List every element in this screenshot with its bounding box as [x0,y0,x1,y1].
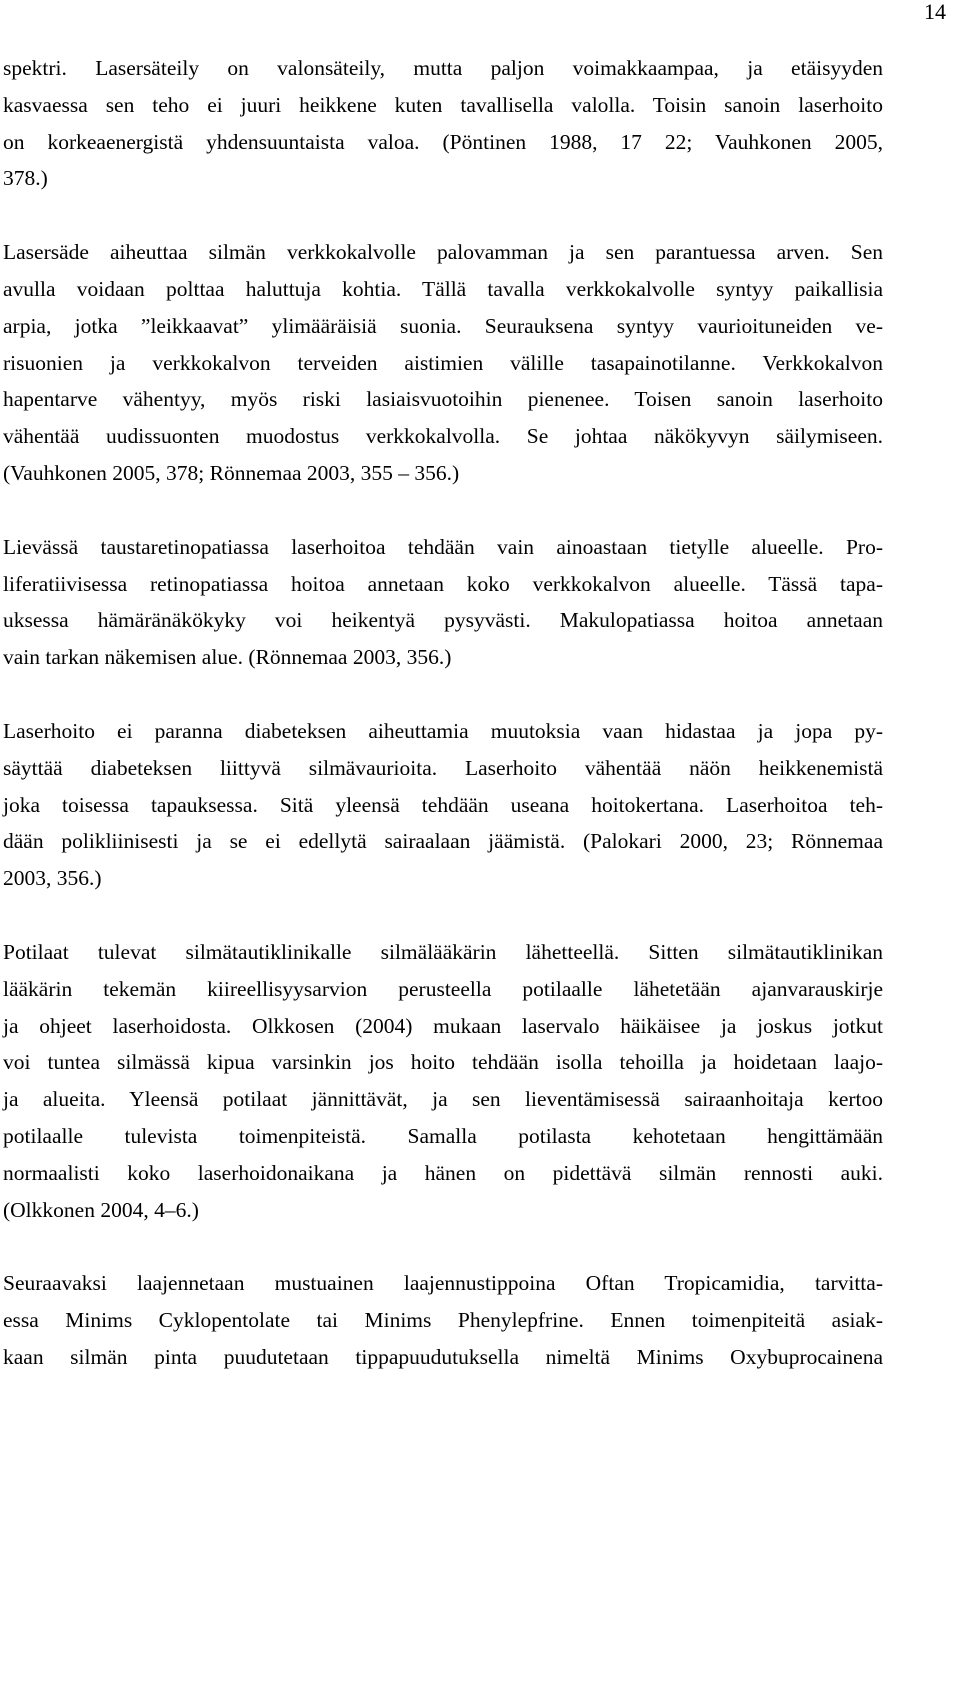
text-line: Lievässä taustaretinopatiassa laserhoitoa tehdään vain ainoastaan tietylle alueelle. Pro- [3,534,883,559]
text-line: kasvaessa sen teho ei juuri heikkene kuten tavallisella valolla. Toisin sanoin laserhoito [3,92,883,117]
text-line: lääkärin tekemän kiireellisyysarvion perusteella potilaalle lähetetään ajanvarauskirje [3,976,883,1001]
text-line: hapentarve vähentyy, myös riski lasiaisvuotoihin pienenee. Toisen sanoin laserhoito [3,387,883,412]
text-line: 2003, 356.) [3,866,102,891]
text-line: vain tarkan näkemisen alue. (Rönnemaa 2003, 356.) [3,645,452,670]
paragraph-treatment-effect [3,713,883,897]
text-line: essa Minims Cyklopentolate tai Minims Phenylepfrine. Ennen toimenpiteitä asiak- [3,1308,883,1333]
paragraph-patient-referral [3,934,883,1228]
text-line: joka toisessa tapauksessa. Sitä yleensä tehdään useana hoitokertana. Laserhoitoa teh- [3,792,883,817]
paragraph-laser-light [3,50,883,197]
text-line: spektri. Lasersäteily on valonsäteily, mutta paljon voimakkaampaa, ja etäisyyden [3,56,883,80]
document-body [3,50,883,1413]
text-line: dään polikliinisesti ja se ei edellytä sairaalaan jäämistä. (Palokari 2000, 23; Rönnemaa [3,829,883,854]
page-number: 14 [924,0,946,24]
paragraph-retinopathy [3,529,883,676]
text-line: vähentää uudissuonten muodostus verkkokalvolla. Se johtaa näkökyvyn säilymiseen. [3,424,883,449]
paragraph-pupil-dilation [3,1265,883,1375]
text-line: Lasersäde aiheuttaa silmän verkkokalvolle palovamman ja sen parantuessa arven. Sen [3,240,883,265]
text-line: Laserhoito ei paranna diabeteksen aiheuttamia muutoksia vaan hidastaa ja jopa py- [3,718,883,743]
text-line: (Olkkonen 2004, 4–6.) [3,1197,199,1222]
text-line: Seuraavaksi laajennetaan mustuainen laajennustippoina Oftan Tropicamidia, tarvitta- [3,1271,883,1296]
text-line: 378.) [3,166,48,191]
text-line: on korkeaenergistä yhdensuuntaista valoa. (Pöntinen 1988, 17 22; Vauhkonen 2005, [3,129,883,154]
text-line: arpia, jotka ”leikkaavat” ylimääräisiä suonia. Seurauksena syntyy vaurioituneiden ve- [3,313,883,338]
text-line: uksessa hämäränäkökyky voi heikentyä pysyvästi. Makulopatiassa hoitoa annetaan [3,608,883,633]
text-line: ja ohjeet laserhoidosta. Olkkosen (2004) mukaan laservalo häikäisee ja joskus jotkut [3,1013,883,1038]
paragraph-laser-burn [3,234,883,492]
text-line: (Vauhkonen 2005, 378; Rönnemaa 2003, 355 – 356.) [3,460,460,485]
text-line: kaan silmän pinta puudutetaan tippapuudutuksella nimeltä Minims Oxybuprocainena [3,1344,883,1369]
text-line: säyttää diabeteksen liittyvä silmävaurioita. Laserhoito vähentää näön heikkenemistä [3,755,883,780]
text-line: potilaalle tulevista toimenpiteistä. Samalla potilasta kehotetaan hengittämään [3,1123,883,1148]
text-line: risuonien ja verkkokalvon terveiden aistimien välille tasapainotilanne. Verkkokalvon [3,350,883,375]
text-line: avulla voidaan polttaa haluttuja kohtia. Tällä tavalla verkkokalvolle syntyy paikallisia [3,276,883,301]
text-line: voi tuntea silmässä kipua varsinkin jos hoito tehdään isolla tehoilla ja hoidetaan laajo- [3,1050,883,1075]
text-line: ja alueita. Yleensä potilaat jännittävät, ja sen lieventämisessä sairaanhoitaja kertoo [3,1087,883,1112]
text-line: normaalisti koko laserhoidonaikana ja hänen on pidettävä silmän rennosti auki. [3,1160,883,1185]
text-line: Potilaat tulevat silmätautiklinikalle silmälääkärin lähetteellä. Sitten silmätautiklinikan [3,939,883,964]
text-line: liferatiivisessa retinopatiassa hoitoa annetaan koko verkkokalvon alueelle. Tässä tapa- [3,571,883,596]
